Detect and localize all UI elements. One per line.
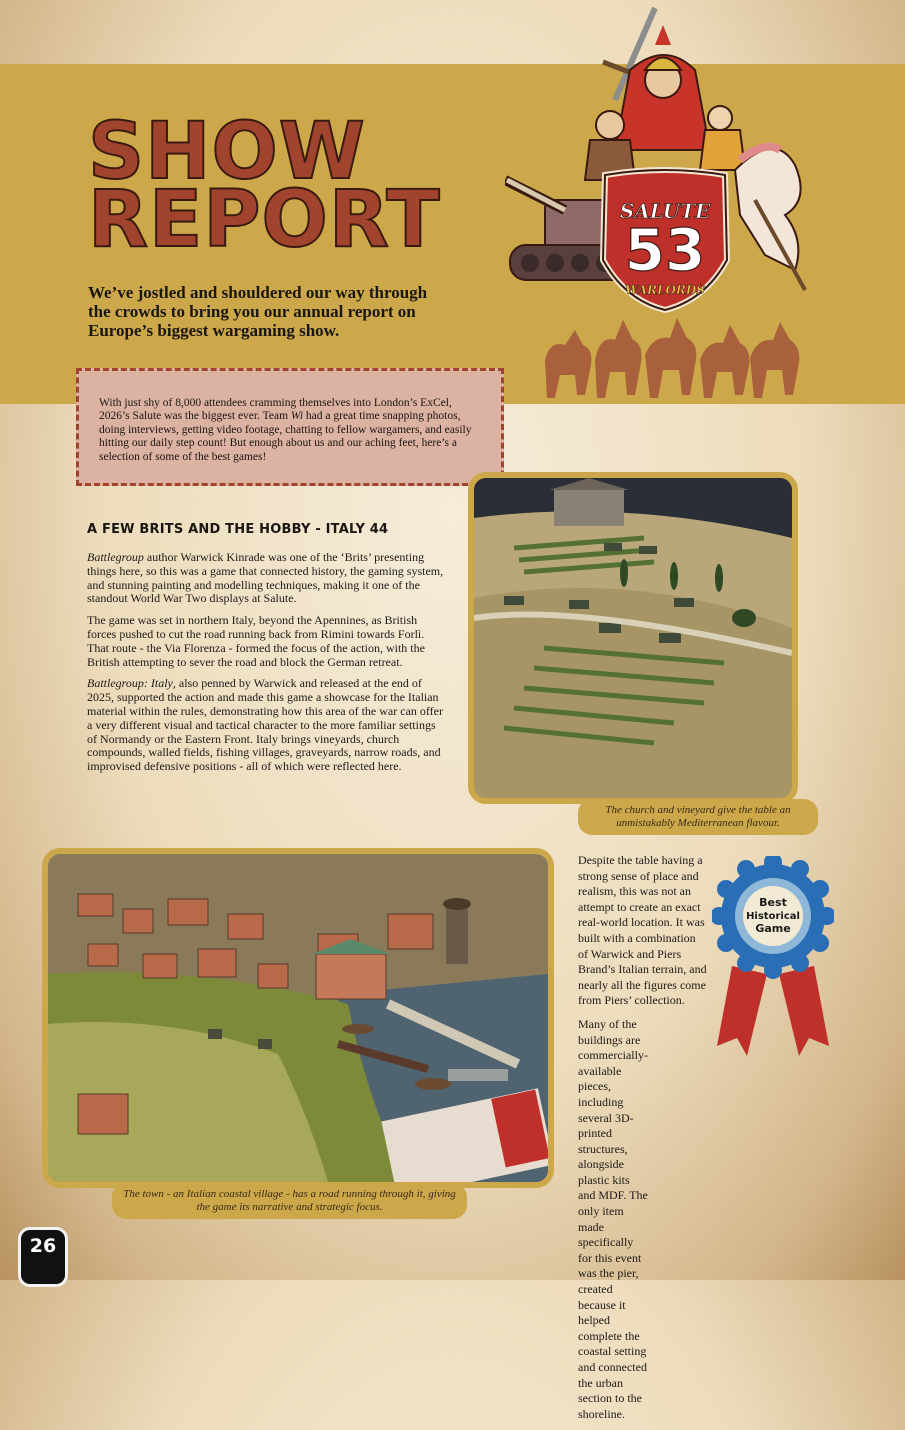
page-title bbox=[88, 107, 441, 265]
paragraph-5-text: Many of the buildings are commercially-available pieces, including several 3D-printed structures, alongside plastic kits and MDF. The only item made specifically for this event was the pier, created because it helped complete the coastal setting and connected the urban section to the shoreline. bbox=[578, 1016, 648, 1421]
intro-text-b: had a great time snapping photos, doing interviews, getting video footage, chatting to fellow wargamers, and easily hitting our daily step count! But enough about us and our aching feet, here’s a selection of some of the best games! bbox=[99, 410, 472, 463]
article-column bbox=[87, 551, 445, 782]
emblem-number: 53 bbox=[624, 216, 706, 284]
intro-box bbox=[76, 368, 504, 486]
award-line-2: Historical bbox=[746, 911, 800, 922]
paragraph-1 bbox=[87, 551, 445, 606]
photo-coastal-town bbox=[42, 848, 554, 1188]
paragraph-4: Despite the table having a strong sense of place and realism, this was not an attempt to create an exact real-world location. It was built with a combination of Warwick and Piers Brand’s Italian terrain, and nearly all the figures come from Piers’ collection. bbox=[578, 853, 707, 1008]
paragraph-3-text: , also penned by Warwick and released at the end of 2025, supported the action and made this game a showcase for the Italian material within the rules, demonstrating how this area of the war can offer a very different visual and tactical character to the more familiar settings of Normandy or the Eastern Front. Italy brings vineyards, church compounds, walled fields, fishing villages, graveyards, narrow roads, and improvised defensive positions - all of which were reflected here. bbox=[87, 676, 443, 774]
paragraph-1-em: Battlegroup bbox=[87, 550, 144, 564]
paragraph-2: The game was set in northern Italy, beyond the Apennines, as British forces pushed to cut the road running back from Rimini towards Forlì. That route - the Via Florenza - formed the focus of the action, with the British attempting to sever the road and block the German retreat. bbox=[87, 613, 425, 669]
photo-church-vineyard bbox=[468, 472, 798, 804]
paragraph-3 bbox=[87, 677, 445, 774]
page-number: 26 bbox=[18, 1227, 68, 1287]
emblem-brand: WARLORDS bbox=[625, 283, 705, 297]
award-line-3: Game bbox=[755, 922, 791, 935]
emblem-name: SALUTE bbox=[619, 199, 711, 223]
title-line-2: REPORT bbox=[88, 175, 441, 265]
title-line-1: SHOW bbox=[88, 107, 366, 197]
paragraph-5 bbox=[578, 1017, 798, 1422]
salute-emblem-illustration bbox=[505, 0, 825, 410]
caption-coastal-town: The town - an Italian coastal village - has a road running through it, giving the game its narrative and strategic focus. bbox=[112, 1183, 467, 1219]
caption-church-vineyard: The church and vineyard give the table an unmistakably Mediterranean flavour. bbox=[578, 799, 818, 835]
intro-text-em: Wi bbox=[290, 410, 304, 423]
paragraph-1-text: author Warwick Kinrade was one of the ‘Brits’ presenting things here, so this was a game that connected history, the gaming system, and stunning painting and modelling techniques, making it one of the standout World War Two displays at Salute. bbox=[87, 550, 444, 606]
section-heading: A FEW BRITS AND THE HOBBY - ITALY 44 bbox=[87, 522, 389, 537]
intro-text-a: With just shy of 8,000 attendees cramming themselves into London’s ExCel, 2026’s Salute was the biggest ever. Team bbox=[99, 397, 452, 423]
award-line-1: Best bbox=[759, 896, 787, 909]
photo-coastal-town-image bbox=[48, 854, 548, 1182]
best-historical-game-rosette-icon bbox=[712, 856, 834, 1061]
paragraph-3-em: Battlegroup: Italy bbox=[87, 676, 173, 691]
subtitle: We’ve jostled and shouldered our way through the crowds to bring you our annual report on Europe’s biggest wargaming show. bbox=[88, 283, 428, 340]
photo-church-vineyard-image bbox=[474, 478, 792, 798]
